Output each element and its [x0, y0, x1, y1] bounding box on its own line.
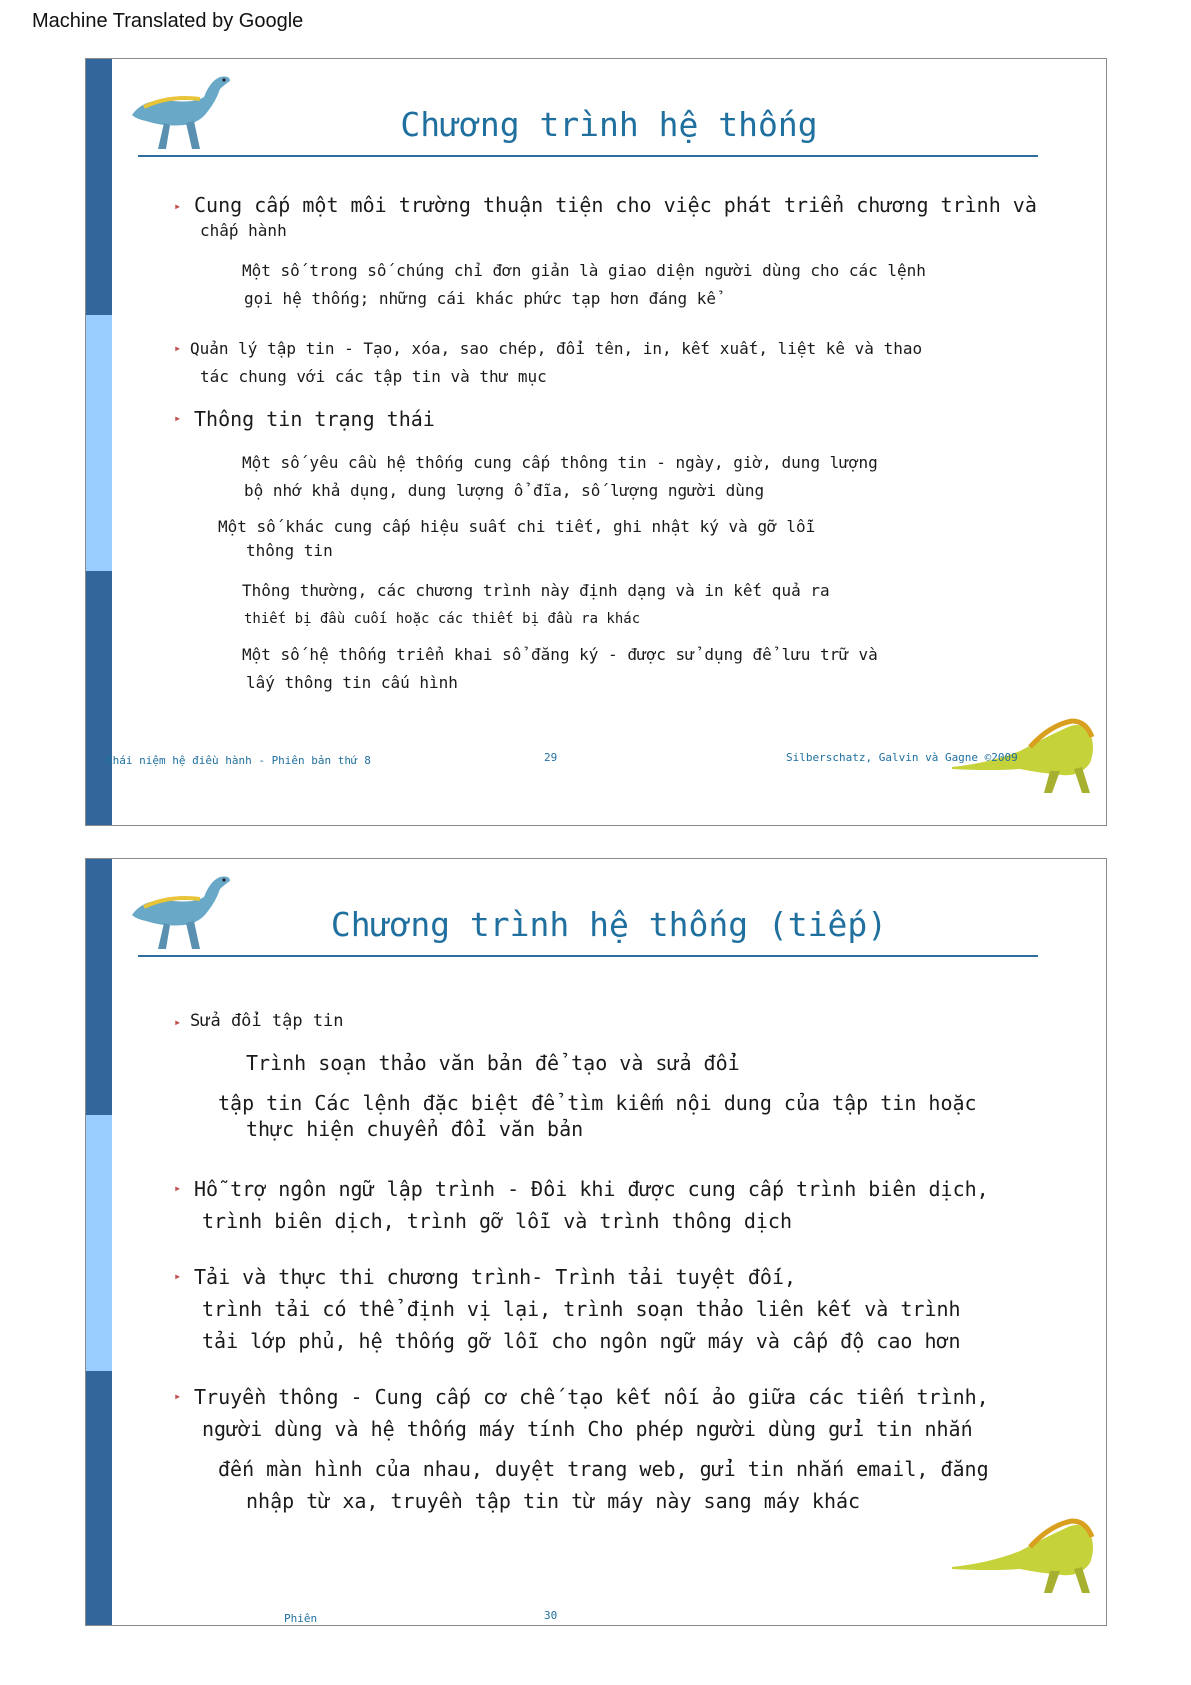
text-line: Thông thường, các chương trình này định dạng và in kết quả ra	[242, 581, 830, 600]
text-line: Một số khác cung cấp hiệu suất chi tiết, ghi nhật ký và gỡ lỗi	[218, 517, 816, 536]
text-line: Hỗ trợ ngôn ngữ lập trình - Đôi khi được cung cấp trình biên dịch,	[194, 1177, 989, 1201]
text-line: thiết bị đầu cuối hoặc các thiết bị đầu ra khác	[244, 611, 641, 627]
bullet-triangle-icon: ▸	[174, 411, 182, 425]
bullet-triangle-icon: ▸	[174, 1389, 182, 1403]
footer-left: Phiên	[284, 1612, 318, 1625]
text-line: Một số yêu cầu hệ thống cung cấp thông tin - ngày, giờ, dung lượng	[242, 453, 878, 472]
text-line: tập tin Các lệnh đặc biệt để tìm kiếm nội dung của tập tin hoặc	[218, 1091, 977, 1115]
footer-right: Silberschatz, Galvin và Gagne ©2009	[786, 751, 1018, 764]
slide-title: Chương trình hệ thống	[400, 105, 818, 144]
text-line: Tải và thực thi chương trình- Trình tải tuyệt đối,	[194, 1265, 797, 1289]
text-line: Quản lý tập tin - Tạo, xóa, sao chép, đổi tên, in, kết xuất, liệt kê và thao	[190, 339, 923, 358]
bullet-triangle-icon: ▸	[174, 1181, 182, 1195]
text-line: lấy thông tin cấu hình	[246, 673, 458, 692]
footer-page-number: 30	[544, 1609, 558, 1622]
text-line: Cung cấp một môi trường thuận tiện cho việc phát triển chương trình và	[194, 193, 1037, 217]
bullet-triangle-icon: ▸	[174, 341, 182, 355]
text-line: Sửa đổi tập tin	[190, 1011, 344, 1031]
text-line: Thông tin trạng thái	[194, 407, 435, 431]
bullet-triangle-icon: ▸	[174, 199, 182, 213]
text-line: nhập từ xa, truyền tập tin từ máy này sang máy khác	[246, 1489, 861, 1513]
text-line: Trình soạn thảo văn bản để tạo và sửa đổi	[246, 1051, 740, 1075]
text-line: trình biên dịch, trình gỡ lỗi và trình thông dịch	[202, 1209, 793, 1233]
text-line: Một số hệ thống triển khai sổ đăng ký - được sử dụng để lưu trữ và	[242, 645, 878, 664]
text-line: Truyền thông - Cung cấp cơ chế tạo kết nối ảo giữa các tiến trình,	[194, 1385, 989, 1409]
footer-left: Khái niệm hệ điều hành - Phiên bản thứ 8	[106, 754, 371, 767]
slide-29	[85, 58, 1107, 826]
slide-sidebar	[86, 859, 112, 1625]
text-line: chấp hành	[200, 221, 287, 240]
machine-translation-banner: Machine Translated by Google	[32, 10, 304, 32]
text-line: thông tin	[246, 541, 333, 560]
text-line: trình tải có thể định vị lại, trình soạn thảo liên kết và trình	[202, 1297, 961, 1321]
text-line: bộ nhớ khả dụng, dung lượng ổ đĩa, số lượng người dùng	[244, 481, 765, 500]
slide-sidebar	[86, 59, 112, 825]
slide-30	[85, 858, 1107, 1626]
text-line: người dùng và hệ thống máy tính Cho phép người dùng gửi tin nhắn	[202, 1417, 973, 1441]
text-line: Một số trong số chúng chỉ đơn giản là giao diện người dùng cho các lệnh	[242, 261, 926, 280]
text-line: thực hiện chuyển đổi văn bản	[246, 1117, 584, 1141]
text-line: đến màn hình của nhau, duyệt trang web, gửi tin nhắn email, đăng	[218, 1457, 989, 1481]
dinosaur-bottom-right-icon	[950, 1507, 1098, 1597]
bullet-triangle-icon: ▸	[174, 1269, 182, 1283]
text-line: tải lớp phủ, hệ thống gỡ lỗi cho ngôn ngữ máy và cấp độ cao hơn	[202, 1329, 961, 1353]
bullet-triangle-icon: ▸	[174, 1015, 182, 1029]
title-underline	[138, 155, 1038, 157]
text-line: gọi hệ thống; những cái khác phức tạp hơn đáng kể	[244, 289, 717, 308]
title-underline	[138, 955, 1038, 957]
text-line: tác chung với các tập tin và thư mục	[200, 367, 547, 386]
footer-page-number: 29	[544, 751, 558, 764]
slide-title: Chương trình hệ thống (tiếp)	[330, 905, 888, 944]
